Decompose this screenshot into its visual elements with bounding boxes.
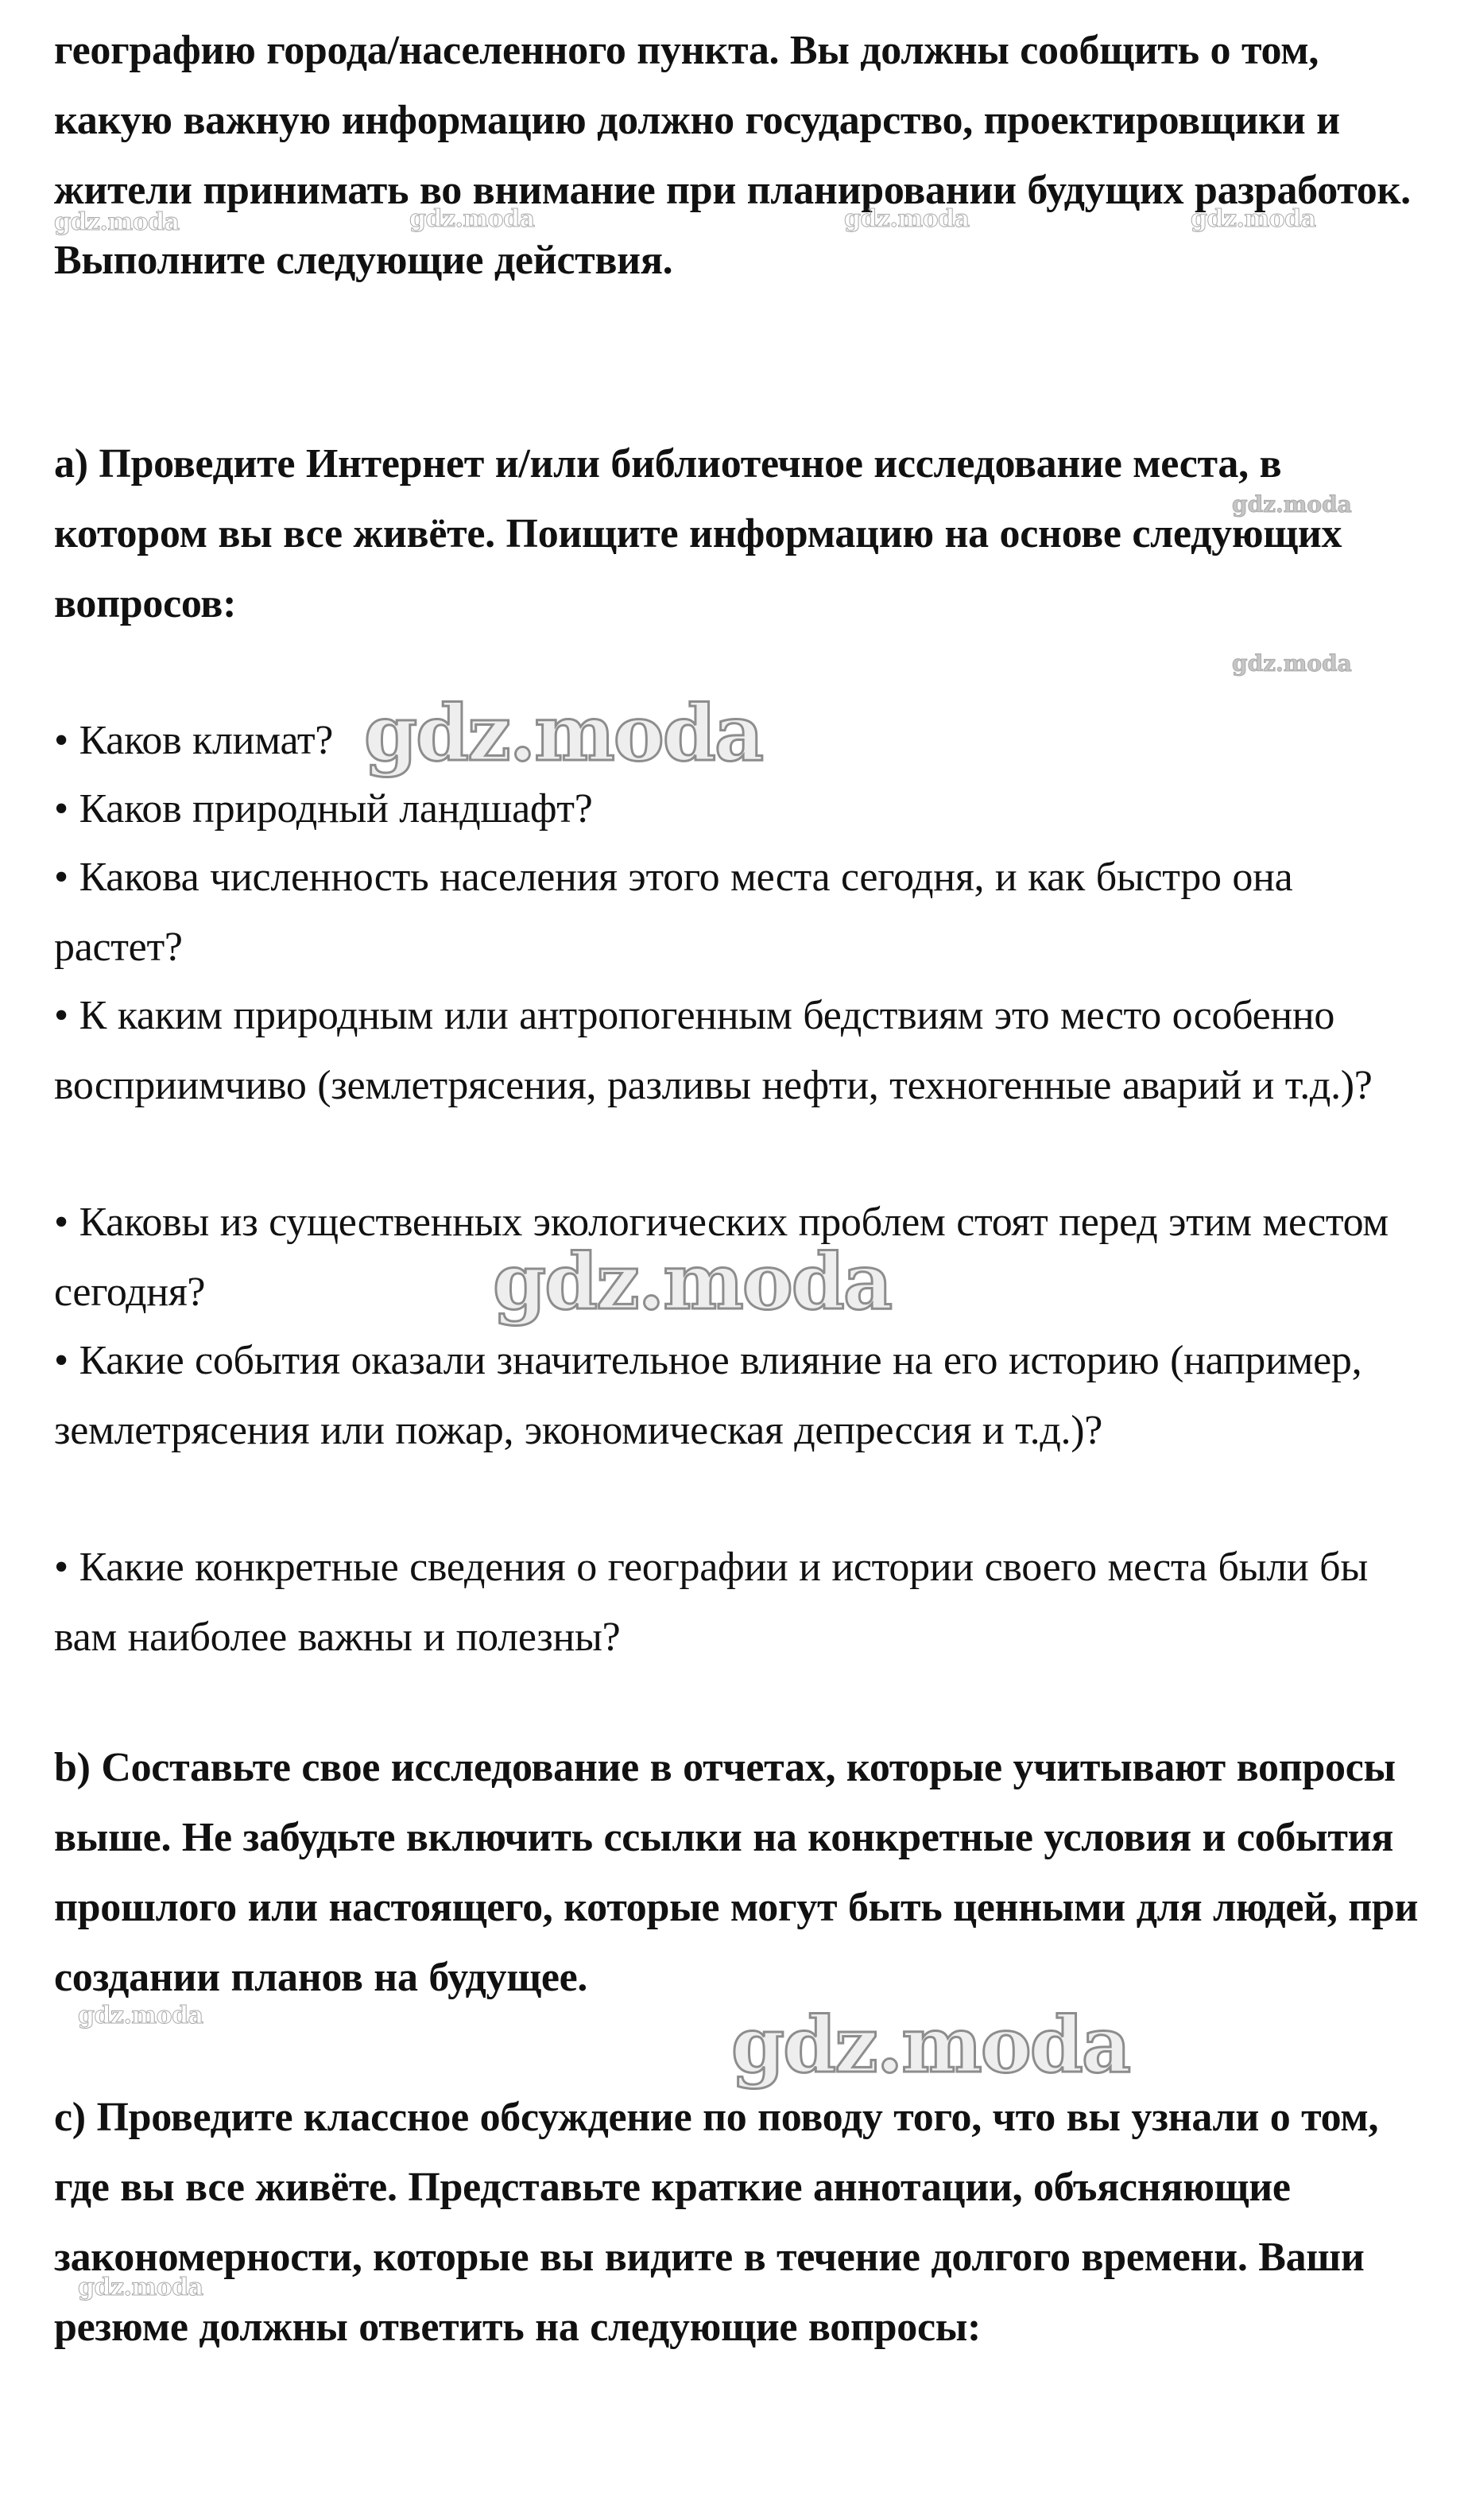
- question-useful-info: • Какие конкретные сведения о географии и истории своего места были бы вам наиболее важны и полезны?: [54, 1545, 1368, 1660]
- watermark-logo: gdz.moda: [1232, 650, 1352, 677]
- watermark-logo: gdz.moda: [731, 2000, 1130, 2090]
- watermark-logo: gdz.moda: [78, 2002, 203, 2030]
- section-b-paragraph: b) Составьте свое исследование в отчетах, которые учитывают вопросы выше. Не забудьте включить ссылки на конкретные условия и события прошлого или настоящего, которые могут быть ценными для людей, при создании планов на будущее.: [54, 1745, 1419, 2000]
- watermark-logo: gdz.moda: [1232, 491, 1352, 518]
- watermark-logo: gdz.moda: [78, 2274, 203, 2301]
- watermark-logo: gdz.moda: [364, 688, 763, 778]
- watermark-logo: gdz.moda: [409, 205, 535, 233]
- question-environment: • Каковы из существенных экологических проблем стоят перед этим местом сегодня?: [54, 1200, 1389, 1315]
- question-landscape: • Каков природный ландшафт?: [54, 786, 593, 832]
- watermark-logo: gdz.moda: [1191, 205, 1316, 233]
- question-disasters: • К каким природным или антропогенным бедствиям это место особенно восприимчиво (землетрясения, разливы нефти, техногенные аварий и т.д.)?: [54, 993, 1373, 1108]
- intro-paragraph: географию города/населенного пункта. Вы должны сообщить о том, какую важную информацию должно государство, проектировщики и жители принимать во внимание при планировании будущих разработок. Выполните следующие действия.: [54, 28, 1411, 283]
- question-climate: • Каков климат?: [54, 718, 334, 763]
- section-a-heading: а) Проведите Интернет и/или библиотечное исследование места, в котором вы все живёте. Поищите информацию на основе следующих вопросов:: [54, 441, 1342, 626]
- watermark-logo: gdz.moda: [493, 1237, 892, 1327]
- section-c-paragraph: c) Проведите классное обсуждение по поводу того, что вы узнали о том, где вы все живёте. Представьте краткие аннотации, объясняющие закономерности, которые вы видите в течение долгого времени. Ваши резюме должны ответить на следующие вопросы:: [54, 2095, 1379, 2350]
- watermark-logo: gdz.moda: [844, 205, 970, 233]
- question-population: • Какова численность населения этого места сегодня, и как быстро она растет?: [54, 855, 1293, 970]
- question-history-events: • Какие события оказали значительное влияние на его историю (например, землетрясения или пожар, экономическая депрессия и т.д.)?: [54, 1338, 1362, 1453]
- watermark-logo: gdz.moda: [54, 208, 180, 236]
